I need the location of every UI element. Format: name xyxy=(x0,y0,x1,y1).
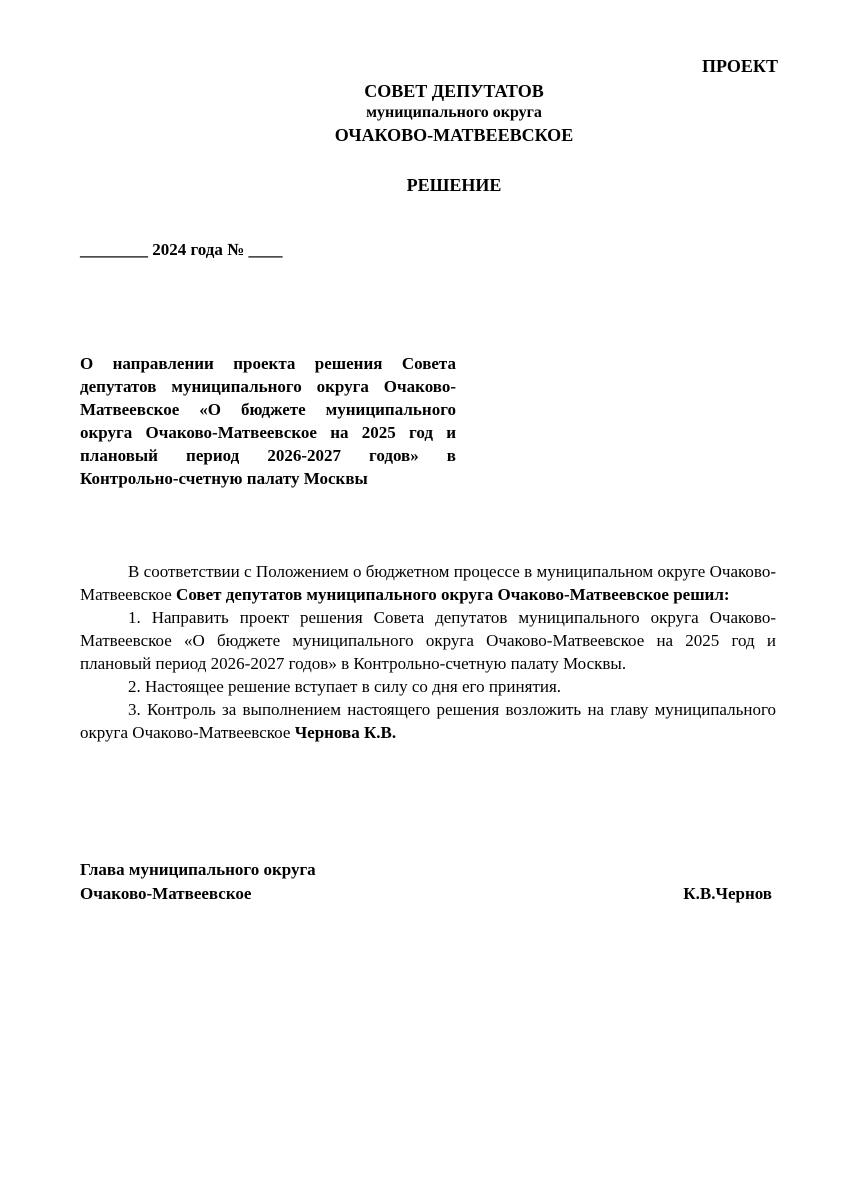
item3-person: Чернова К.В. xyxy=(294,723,397,742)
item3-text: 3. Контроль за выполнением настоящего решения возложить на главу муниципального округа Очаково-Матвеевское xyxy=(80,700,776,742)
signature-name: К.В.Чернов xyxy=(683,884,772,903)
decision-item-3 xyxy=(80,698,776,744)
signature-title-line2: Очаково-Матвеевское xyxy=(80,884,252,903)
draft-stamp: ПРОЕКТ xyxy=(702,56,778,76)
decision-item-1: 1. Направить проект решения Совета депутатов муниципального округа Очаково-Матвеевское «О бюджете муниципального округа Очаково-Матвеевское на 2025 год и плановый период 2026-2027 годов» в Контрольно-счетную палату Москвы. xyxy=(80,608,776,673)
council-title: СОВЕТ ДЕПУТАТОВ xyxy=(364,81,544,101)
district-name: ОЧАКОВО-МАТВЕЕВСКОЕ xyxy=(334,125,574,145)
document-body xyxy=(80,560,776,744)
preamble-text: В соответствии с Положением о бюджетном процессе в муниципальном округе Очаково-Матвеевское xyxy=(80,562,776,604)
signature-title xyxy=(80,858,316,906)
document-subject: О направлении проекта решения Совета депутатов муниципального округа Очаково-Матвеевское «О бюджете муниципального округа Очаково-Матвеевское на 2025 год и плановый период 2026-2027 годов» в Контрольно-счетную палату Москвы xyxy=(80,354,456,488)
decision-item-2: 2. Настоящее решение вступает в силу со дня его принятия. xyxy=(128,677,562,696)
district-type: муниципального округа xyxy=(366,104,542,121)
document-type: РЕШЕНИЕ xyxy=(406,175,502,195)
document-header xyxy=(80,80,828,196)
preamble-decision: Совет депутатов муниципального округа Очаково-Матвеевское решил: xyxy=(176,585,730,604)
date-number-line: ________ 2024 года № ____ xyxy=(80,240,283,259)
signature-title-line1: Глава муниципального округа xyxy=(80,860,316,879)
preamble-paragraph xyxy=(80,560,776,606)
